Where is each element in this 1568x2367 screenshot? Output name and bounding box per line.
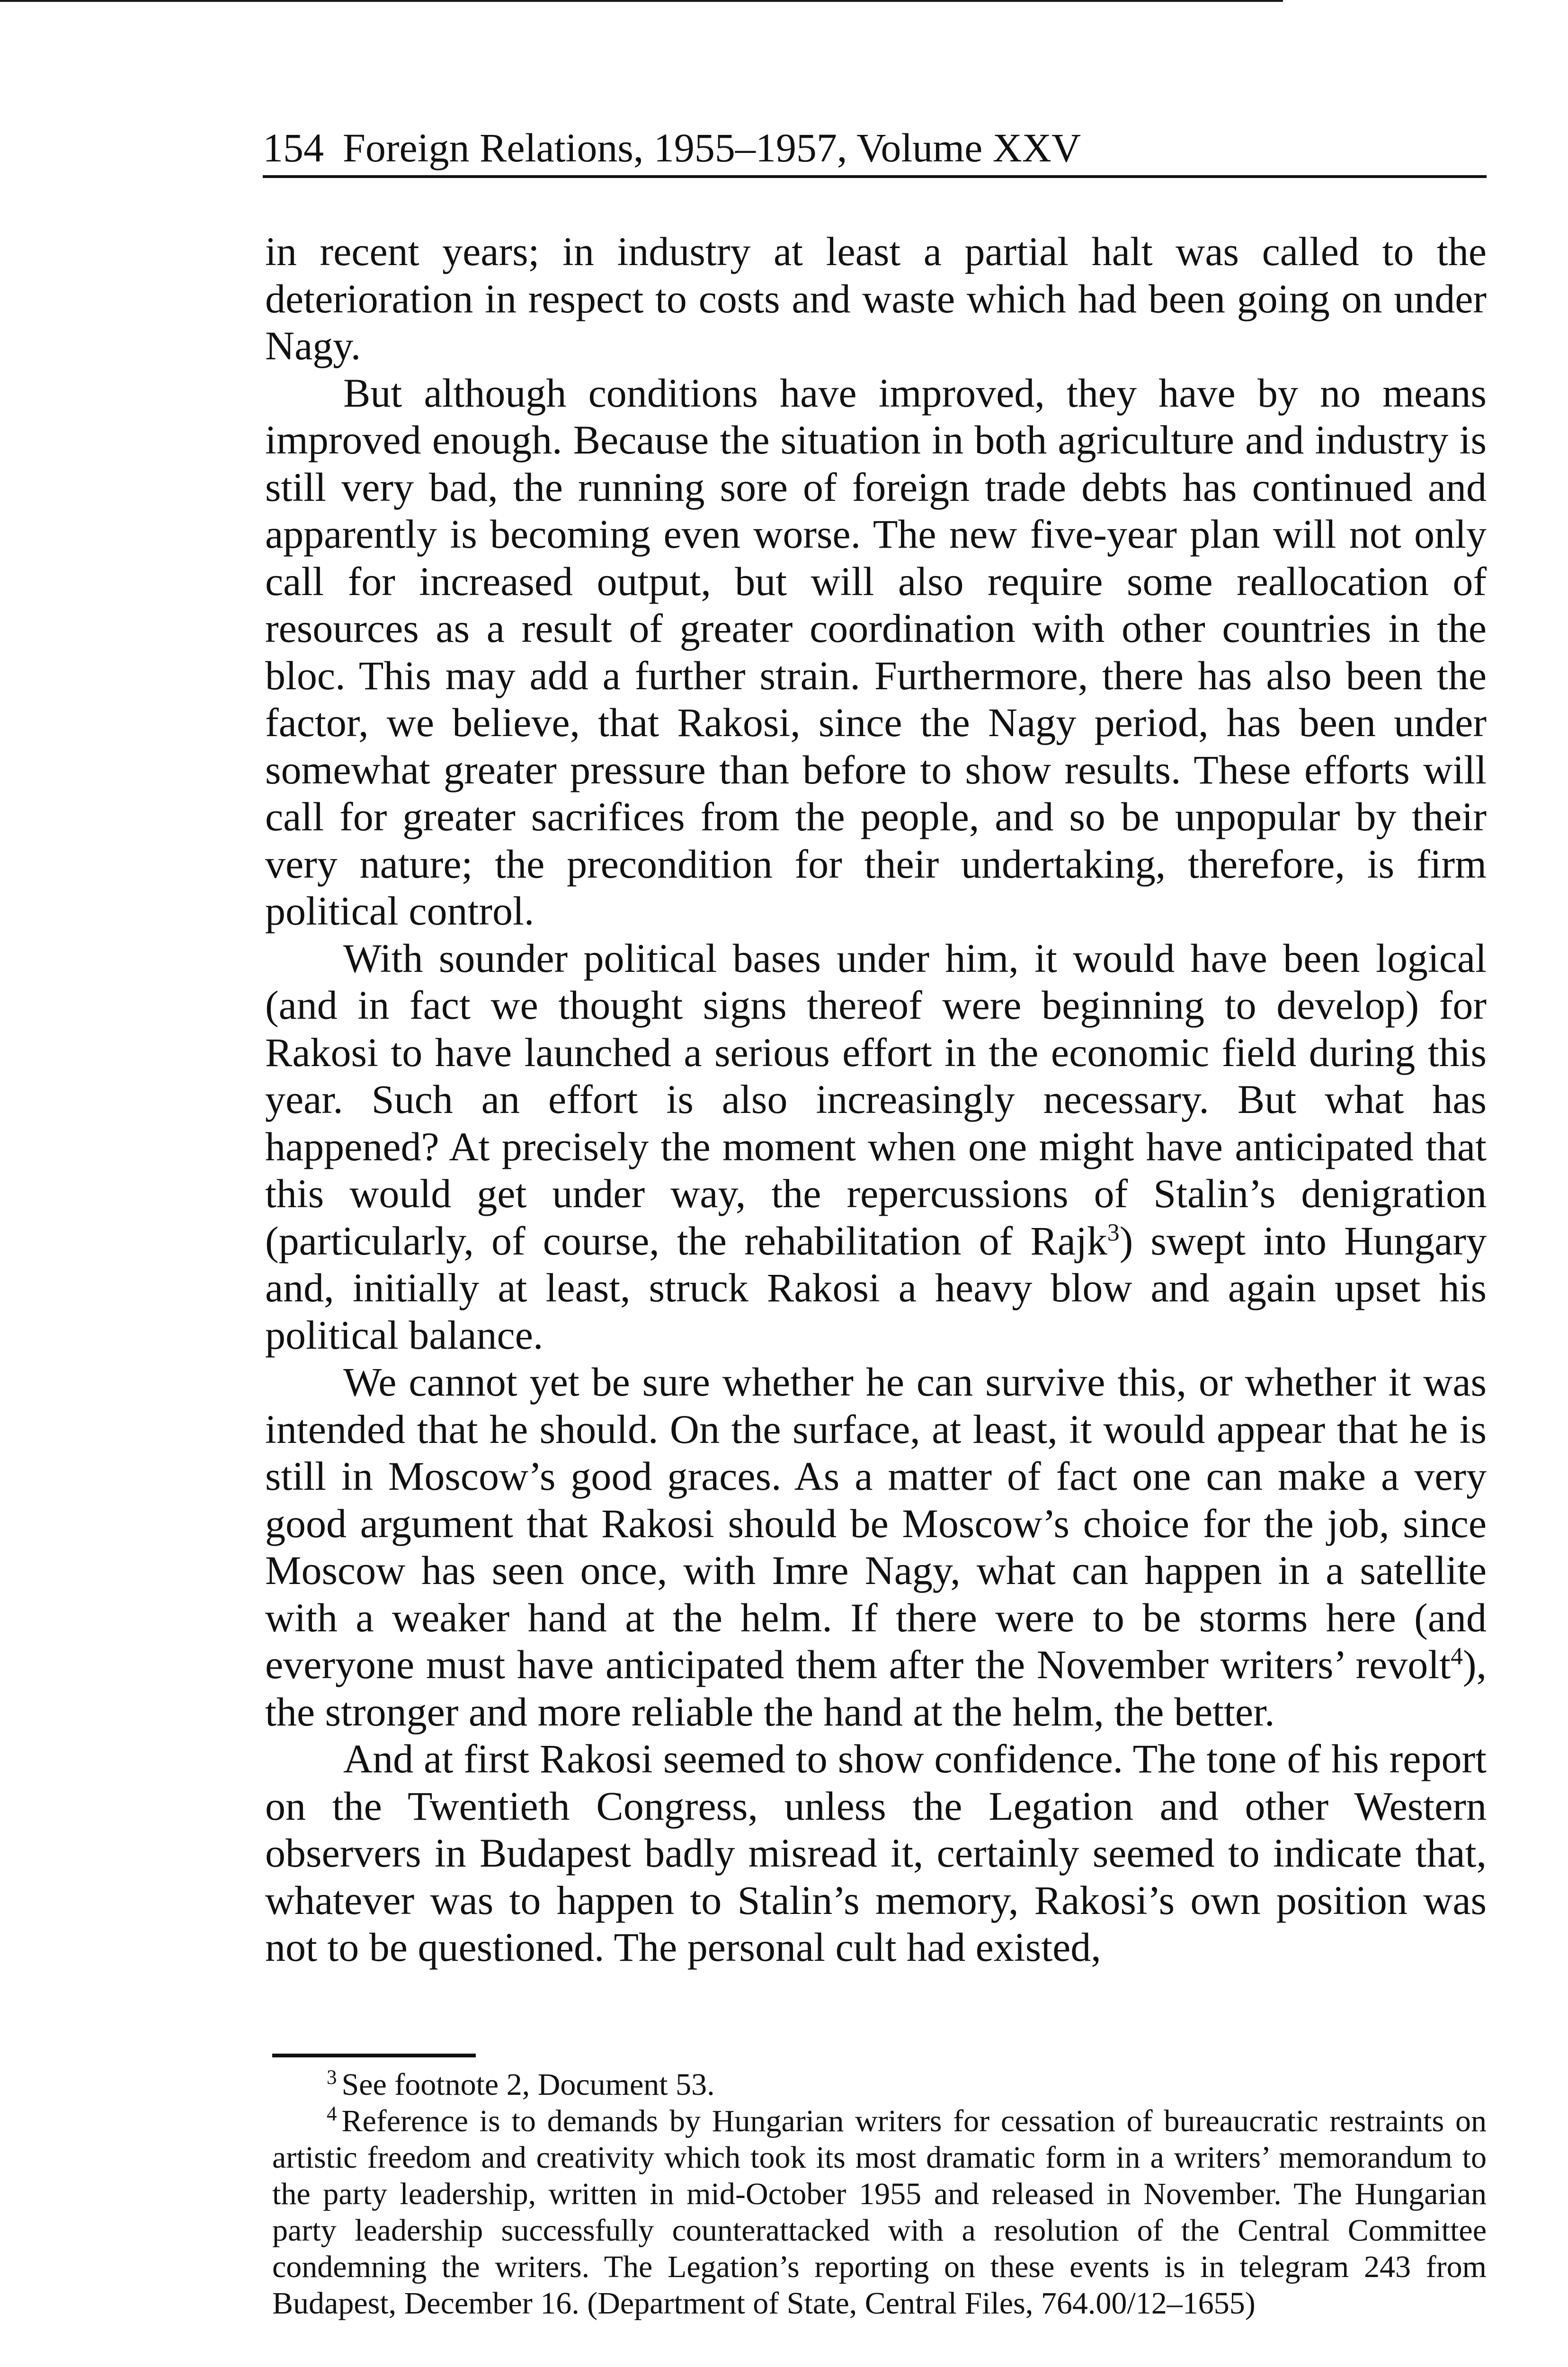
volume-title: Foreign Relations, 1955–1957, Volume XXV [343, 125, 1081, 170]
paragraph-4-text-before: We cannot yet be sure whether he can survive this, or whether it was intended that he should. On the surface, at least, it would appear that he is still in Moscow’s good graces. As a matter of fact one can make a very good argument that Rakosi should be Moscow’s choice for the job, since Moscow has seen once, with Imre Nagy, what can happen in a satellite with a weaker hand at the helm. If there were to be storms here (and everyone must have anticipated them after the November writers’ revolt [265, 1359, 1487, 1687]
paragraph-3-text-before: With sounder political bases under him, it would have been logical (and in fact we thought signs thereof were beginning to develop) for Rakosi to have launched a serious effort in the economic field during this year. Such an effort is also increasingly necessary. But what has happened? At precisely the moment when one might have anticipated that this would get under way, the repercussions of Stalin’s denigration (particularly, of course, the rehabilitation of Rajk [265, 935, 1487, 1264]
footnote-4-mark: 4 [327, 2103, 337, 2125]
running-header [263, 117, 1487, 178]
paragraph-1: in recent years; in industry at least a partial halt was called to the deterioration in respect to costs and waste which had been going on under Nagy. [265, 229, 1487, 368]
footnotes [272, 2066, 1487, 2322]
paragraph-3 [265, 935, 1487, 1359]
scan-edge-rule [0, 0, 1283, 2]
paragraph-4 [265, 1359, 1487, 1735]
paragraph-5: And at first Rakosi seemed to show confidence. The tone of his report on the Twentieth Congress, unless the Legation and other Western observers in Budapest badly misread it, certainly seemed to indicate that, whatever was to happen to Stalin’s memory, Rakosi’s own position was not to be questioned. The personal cult had existed, [265, 1736, 1487, 1970]
main-text [265, 228, 1487, 1971]
footnote-divider [272, 2054, 476, 2057]
footnote-3 [272, 2066, 1487, 2103]
footnote-ref-3: 3 [1107, 1219, 1120, 1246]
paragraph-2: But although conditions have improved, they have by no means improved enough. Because the situation in both agriculture and industry is still very bad, the running sore of foreign trade debts has continued and apparently is becoming even worse. The new five-year plan will not only call for increased output, but will also require some reallocation of resources as a result of greater coordination with other countries in the bloc. This may add a further strain. Furthermore, there has also been the factor, we believe, that Rakosi, since the Nagy period, has been under somewhat greater pressure than before to show results. These efforts will call for greater sacrifices from the people, and so be unpopular by their very nature; the precondition for their undertaking, therefore, is firm political control. [265, 370, 1487, 934]
footnote-3-mark: 3 [327, 2066, 337, 2089]
page-number: 154 [263, 125, 324, 170]
paragraph-3-text-after: ) swept into Hungary and, initially at least, struck Rakosi a heavy blow and again upset his political balance. [265, 1218, 1487, 1358]
paragraph-4-text-after: ), the stronger and more reliable the hand at the helm, the better. [265, 1642, 1487, 1735]
footnote-4 [272, 2103, 1487, 2322]
footnote-4-text: Reference is to demands by Hungarian writers for cessation of bureaucratic restraints on artistic freedom and creativity which took its most dramatic form in a writers’ memorandum to the party leadership, written in mid-October 1955 and released in November. The Hungarian party leadership successfully counterattacked with a resolution of the Central Committee condemning the writers. The Legation’s reporting on these events is in telegram 243 from Budapest, December 16. (Department of State, Central Files, 764.00/12–1655) [272, 2104, 1487, 2321]
footnote-3-text: See footnote 2, Document 53. [341, 2067, 715, 2102]
header-line [263, 124, 1081, 171]
footnote-ref-4: 4 [1451, 1643, 1463, 1670]
